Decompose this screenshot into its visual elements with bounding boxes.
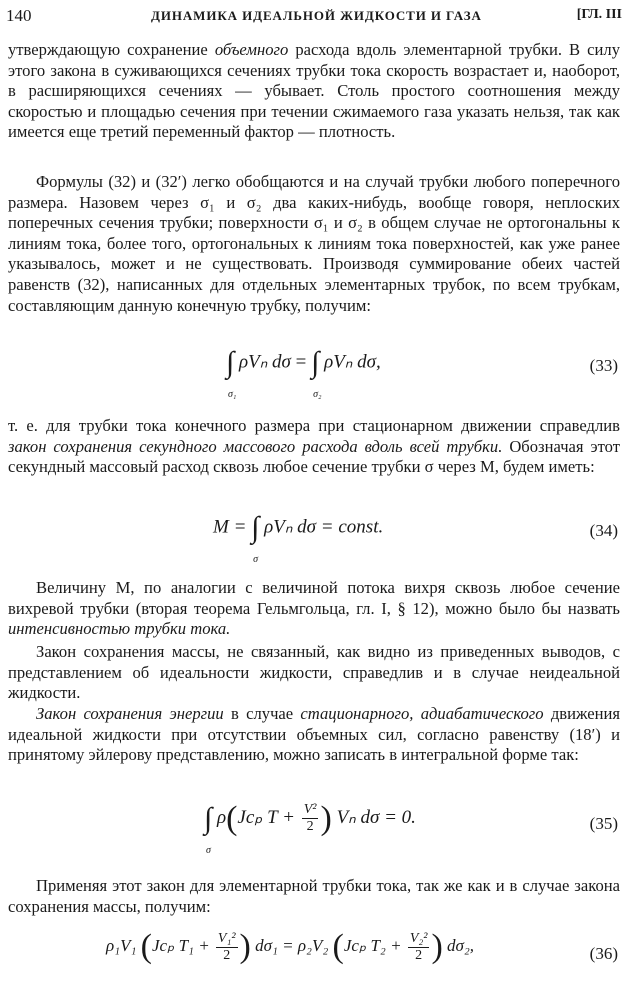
rich-paragraph xyxy=(8,172,620,316)
rich-paragraph xyxy=(8,40,620,143)
equation-number: (36) xyxy=(589,944,618,963)
paragraph-finite-tube xyxy=(8,172,620,316)
paragraph-apply-energy xyxy=(8,876,620,917)
paragraph-mass-conservation xyxy=(8,642,620,704)
eq34-rhs: ρVₙ dσ = const. xyxy=(264,516,384,538)
chapter-marker: [ГЛ. III xyxy=(576,7,622,22)
text-segment: расхода вдоль элементарной трубки. В силу этого закона в суживающихся сечениях трубки тока скорость возрастает и, наоборот, в расширяющихся сечениях — убывает. Столь простого соотношения между скоростью и площадью сечения при течении сжимаемого газа указать нельзя, так как имеется еще третий переменный фактор — плотность. xyxy=(8,40,621,142)
text-segment: Формулы (32) и (32′) легко обобщаются и на случай трубки любого поперечного размера. Назовем через σ₁ и σ₂ два каких-нибудь, вообще говоря, неплоских поперечных сечения трубки; поверхности σ₁ и σ₂ в общем случае не ортогональны к линиям тока, более того, ортогональных к линиям тока поверхностей, как уже ранее указывалось, может и не существовать. Производя суммирование обеих частей равенств (32), написанных для отдельных элементарных трубок, по всем трубкам, составляющим данную конечную трубку, получим: xyxy=(8,172,620,315)
italic-text-segment: закон сохранения секундного массового расхода вдоль всей трубки. xyxy=(8,436,503,456)
integral-sign: ∫ σ xyxy=(251,511,260,565)
equation-number: (35) xyxy=(589,814,618,833)
equation-number: (33) xyxy=(589,356,618,375)
integral-sign: ∫ σ xyxy=(204,801,213,856)
rich-paragraph xyxy=(8,876,620,917)
text-segment: Величину M, по аналогии с величиной потока вихря сквозь любое сечение вихревой трубки (вторая теорема Гельмгольца, гл. I, § 12), можно было бы назвать xyxy=(8,578,620,618)
page-number: 140 xyxy=(6,6,32,25)
paragraph-intensity xyxy=(8,578,620,640)
integral-sign: ∫ σ₂ xyxy=(311,346,322,400)
italic-text-segment: объемного xyxy=(214,40,289,59)
italic-text-segment: Закон сохранения энергии xyxy=(36,704,224,723)
equation-34 xyxy=(8,513,620,573)
rich-paragraph xyxy=(8,704,620,766)
eq33-lhs: ρVₙ dσ xyxy=(238,351,291,373)
text-segment: Обозначая этот секундный массовый расход сквозь любое сечение трубки σ через M, будем иметь: xyxy=(8,436,621,477)
integral-sign: ∫ σ₁ xyxy=(226,346,237,400)
paragraph-volume-flow xyxy=(8,40,620,143)
text-segment: утверждающую сохранение xyxy=(8,40,215,59)
paragraph-mass-flow xyxy=(8,416,620,478)
equation-number: (34) xyxy=(589,521,618,540)
text-segment: Закон сохранения массы, не связанный, как видно из приведенных выводов, с представлением об идеальности жидкости, справедлив и в случае неидеальной жидкости. xyxy=(8,642,620,703)
italic-text-segment: интенсивностью трубки тока. xyxy=(8,619,231,639)
paragraph-energy xyxy=(8,704,620,766)
rich-paragraph xyxy=(8,416,620,478)
equation-33: ∫ σ₁ ρVₙ dσ = ∫ σ₂ ρVₙ dσ, (33) xyxy=(226,346,618,400)
eq34-lhs: M = xyxy=(213,516,247,538)
equation-35: ∫ σ ρ(Jcₚ T + $\frac{\text{V²}}{2}$ ) Vₙ dσ = 0. (35) xyxy=(204,800,618,856)
fraction: $\frac{\text{V₁²}}{2}$ xyxy=(217,930,236,963)
italic-text-segment: стационарного, адиабатического xyxy=(300,704,544,723)
fraction: $\frac{\text{V²}}{2}$ xyxy=(303,802,317,835)
equation-36: ρ₁V₁ (Jcₚ T₁ + $\frac{\text{V₁²}}{2}$ ) dσ₁ = ρ₂V₂ (Jcₚ T₂ + $\frac{\text{V₂²}}{2}$ ) dσ₂, (36) xyxy=(106,928,618,965)
running-title: ДИНАМИКА ИДЕАЛЬНОЙ ЖИДКОСТИ И ГАЗА xyxy=(151,8,482,23)
rich-paragraph xyxy=(8,578,620,640)
text-segment: движения идеальной жидкости при отсутствии объемных сил, согласно равенству (18′) и принятому эйлерову представлению, можно записать в интегральной форме так: xyxy=(8,704,620,765)
rich-paragraph xyxy=(8,642,620,704)
page-header xyxy=(6,6,622,30)
fraction: $\frac{\text{V₂²}}{2}$ xyxy=(409,930,428,963)
text-segment: т. е. для трубки тока конечного размера при стационарном движении справедлив xyxy=(8,416,620,435)
text-segment: в случае xyxy=(223,704,301,723)
text-segment: Применяя этот закон для элементарной трубки тока, так же как и в случае закона сохранения массы, получим: xyxy=(8,876,620,916)
eq33-rhs: ρVₙ dσ, xyxy=(324,351,381,373)
